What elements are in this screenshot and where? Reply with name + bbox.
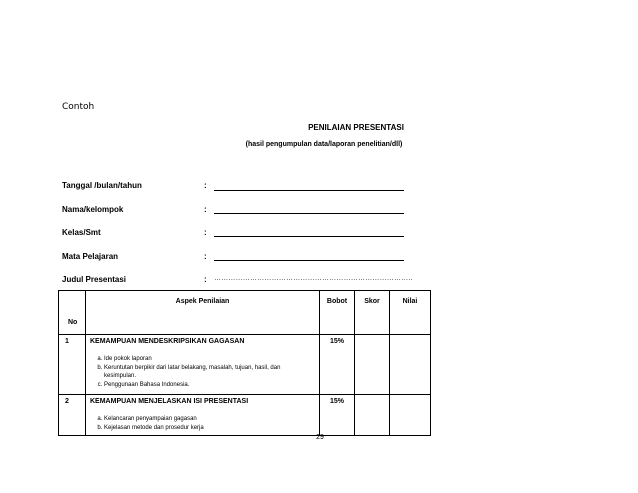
header-no: No bbox=[59, 291, 86, 335]
aspect-item: c. Penggunaan Bahasa Indonesia. bbox=[104, 381, 319, 390]
header-bobot: Bobot bbox=[320, 291, 355, 335]
aspect-items bbox=[86, 355, 319, 389]
skor-cell[interactable] bbox=[355, 395, 390, 436]
section-heading: Contoh bbox=[62, 102, 95, 112]
header-nilai: Nilai bbox=[390, 291, 431, 335]
table-row bbox=[59, 395, 431, 436]
table-row bbox=[59, 335, 431, 395]
field-label-date: Tanggal /bulan/tahun bbox=[62, 181, 142, 190]
field-label-group: Nama/kelompok bbox=[62, 205, 124, 214]
page-subtitle: (hasil pengumpulan data/laporan penelitian/dll) bbox=[245, 141, 403, 148]
field-label-subject: Mata Pelajaran bbox=[62, 252, 119, 261]
aspect-title: KEMAMPUAN MENDESKRIPSIKAN GAGASAN bbox=[90, 338, 245, 345]
field-label-class: Kelas/Smt bbox=[62, 228, 101, 237]
field-label-title: Judul Presentasi bbox=[62, 275, 127, 284]
assessment-table bbox=[58, 290, 431, 436]
field-fill-dots-title[interactable]: ……………………………………………………………………….. bbox=[214, 275, 413, 282]
aspect-cell bbox=[86, 395, 320, 436]
aspect-item: b. Kejelasan metode dan prosedur kerja bbox=[104, 424, 319, 433]
nilai-cell[interactable] bbox=[390, 395, 431, 436]
row-number: 2 bbox=[59, 395, 86, 436]
aspect-item: b. Keruntutan berpikir dari latar belakang, masalah, tujuan, hasil, dan kesimpulan. bbox=[104, 364, 319, 381]
nilai-cell[interactable] bbox=[390, 335, 431, 395]
field-colon: : bbox=[204, 252, 207, 261]
aspect-items bbox=[86, 415, 319, 432]
aspect-item: a. Ide pokok laporan bbox=[104, 355, 319, 364]
field-colon: : bbox=[204, 228, 207, 237]
field-fill-line-class[interactable] bbox=[214, 236, 404, 237]
header-aspect: Aspek Penilaian bbox=[86, 291, 320, 335]
aspect-title: KEMAMPUAN MENJELASKAN ISI PRESENTASI bbox=[90, 398, 249, 405]
aspect-item: a. Kelancaran penyampaian gagasan bbox=[104, 415, 319, 424]
row-number: 1 bbox=[59, 335, 86, 395]
page-number: 29 bbox=[316, 434, 324, 441]
field-colon: : bbox=[204, 275, 207, 284]
field-fill-line-group[interactable] bbox=[214, 213, 404, 214]
bobot-value: 15% bbox=[320, 395, 355, 436]
aspect-cell bbox=[86, 335, 320, 395]
field-colon: : bbox=[204, 205, 207, 214]
table-header-row bbox=[59, 291, 431, 335]
page-title: PENILAIAN PRESENTASI bbox=[308, 123, 404, 132]
bobot-value: 15% bbox=[320, 335, 355, 395]
header-skor: Skor bbox=[355, 291, 390, 335]
field-fill-line-subject[interactable] bbox=[214, 260, 404, 261]
field-fill-line-date[interactable] bbox=[214, 190, 404, 191]
field-colon: : bbox=[204, 181, 207, 190]
skor-cell[interactable] bbox=[355, 335, 390, 395]
